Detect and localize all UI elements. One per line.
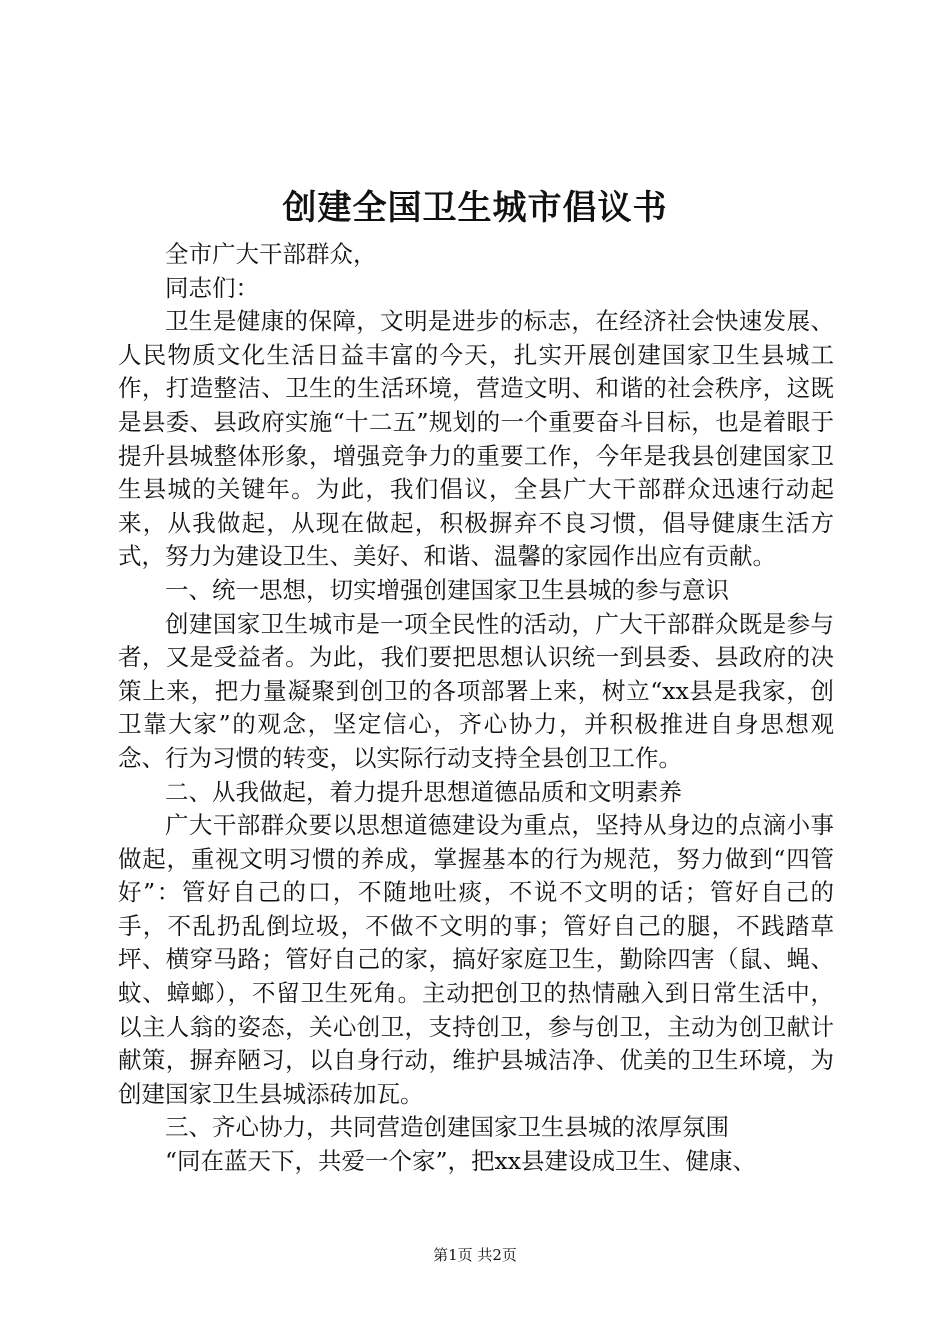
page-number-footer: 第1页 共2页 xyxy=(433,1246,517,1264)
section-heading-3: 三、齐心协力，共同营造创建国家卫生县城的浓厚氛围 xyxy=(165,1113,729,1142)
intro-paragraph: 卫生是健康的保障，文明是进步的标志，在经济社会快速发展、人民物质文化生活日益丰富的今天，扎实开展创建国家卫生县城工作，打造整洁、卫生的生活环境，营造文明、和谐的社会秩序，这既是县委、县政府实施“十二五”规划的一个重要奋斗目标，也是着眼于提升县城整体形象，增强竞争力的重要工作，今年是我县创建国家卫生县城的关键年。为此，我们倡议，全县广大干部群众迅速行动起来，从我做起，从现在做起，积极摒弃不良习惯，倡导健康生活方式，努力为建设卫生、美好、和谐、温馨的家园作出应有贡献。 xyxy=(118,307,834,571)
greeting-line: 同志们： xyxy=(165,273,259,302)
section-heading-2: 二、从我做起，着力提升思想道德品质和文明素养 xyxy=(165,777,682,806)
section-paragraph-3: “同在蓝天下，共爱一个家”，把xx县建设成卫生、健康、 xyxy=(165,1147,757,1176)
section-paragraph-2: 广大干部群众要以思想道德建设为重点，坚持从身边的点滴小事做起，重视文明习惯的养成，掌握基本的行为规范，努力做到“四管好”：管好自己的口，不随地吐痰，不说不文明的话；管好自己的手，不乱扔乱倒垃圾，不做不文明的事；管好自己的腿，不践踏草坪、横穿马路；管好自己的家，搞好家庭卫生，勤除四害（鼠、蝇、蚊、蟑螂），不留卫生死角。主动把创卫的热情融入到日常生活中，以主人翁的姿态，关心创卫，支持创卫，参与创卫，主动为创卫献计献策，摒弃陋习，以自身行动，维护县城洁净、优美的卫生环境，为创建国家卫生县城添砖加瓦。 xyxy=(118,811,834,1108)
section-paragraph-1: 创建国家卫生城市是一项全民性的活动，广大干部群众既是参与者，又是受益者。为此，我们要把思想认识统一到县委、县政府的决策上来，把力量凝聚到创卫的各项部署上来，树立“xx县是我家，创卫靠大家”的观念，坚定信心，齐心协力，并积极推进自身思想观念、行为习惯的转变，以实际行动支持全县创卫工作。 xyxy=(118,609,834,772)
document-body xyxy=(118,238,834,1179)
section-heading-1: 一、统一思想，切实增强创建国家卫生县城的参与意识 xyxy=(165,575,729,604)
salutation-line: 全市广大干部群众， xyxy=(165,240,377,268)
document-title: 创建全国卫生城市倡议书 xyxy=(282,188,668,228)
